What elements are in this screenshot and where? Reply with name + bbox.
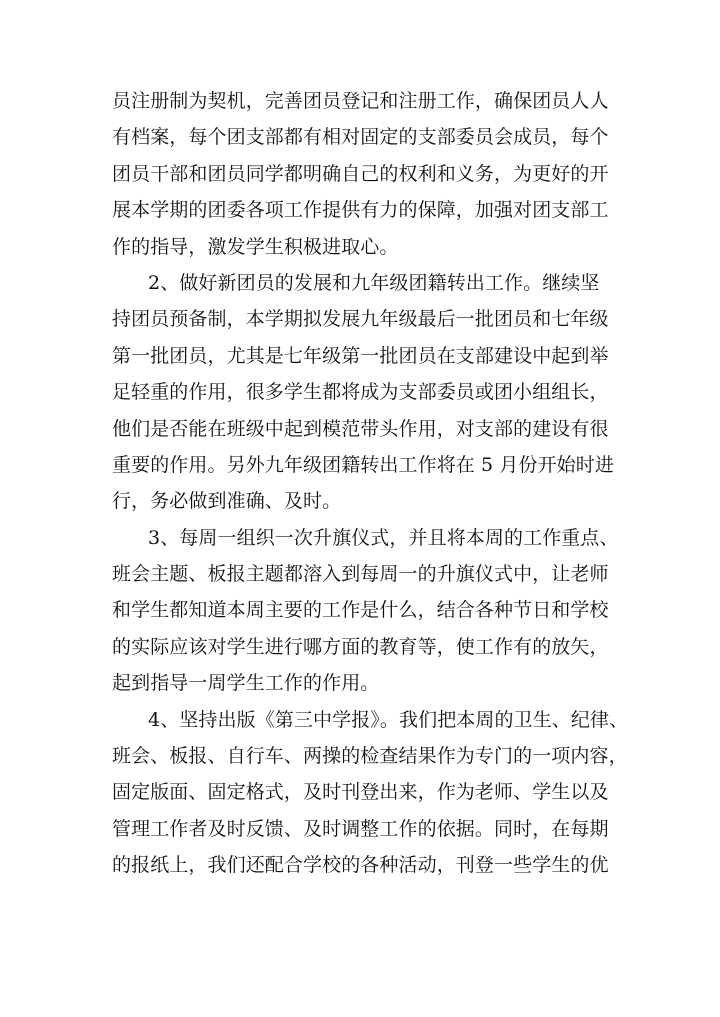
paragraph-2-line-1: 2、做好新团员的发展和九年级团籍转出工作。继续坚: [148, 271, 600, 294]
body-text: [112, 83, 629, 884]
paragraph-2-line-4: 足轻重的作用，很多学生都将成为支部委员或团小组组长，: [112, 381, 609, 404]
paragraph-3-line-2: 班会主题、板报主题都溶入到每周一的升旗仪式中，让老师: [112, 563, 609, 586]
paragraph-2-line-6: 重要的作用。另外九年级团籍转出工作将在 5 月份开始时进: [112, 453, 614, 476]
paragraph-1-line-3: 团员干部和团员同学都明确自己的权利和义务，为更好的开: [112, 162, 609, 185]
paragraph-1-line-4: 展本学期的团委各项工作提供有力的保障，加强对团支部工: [112, 199, 609, 222]
paragraph-2-line-3: 第一批团员，尤其是七年级第一批团员在支部建设中起到举: [112, 344, 609, 367]
paragraph-2-line-7: 行，务必做到准确、及时。: [112, 490, 342, 513]
paragraph-3-line-4: 的实际应该对学生进行哪方面的教育等，使工作有的放矢，: [112, 635, 609, 658]
paragraph-4-line-4: 管理工作者及时反馈、及时调整工作的依据。同时，在每期: [112, 817, 609, 840]
paragraph-3-line-3: 和学生都知道本周主要的工作是什么，结合各种节日和学校: [112, 599, 609, 622]
paragraph-3-line-1: 3、每周一组织一次升旗仪式，并且将本周的工作重点、: [148, 526, 619, 549]
paragraph-1-line-1: 员注册制为契机，完善团员登记和注册工作，确保团员人人: [112, 90, 609, 112]
paragraph-2-line-2: 持团员预备制，本学期拟发展九年级最后一批团员和七年级: [112, 308, 609, 331]
paragraph-1-line-2: 有档案，每个团支部都有相对固定的支部委员会成员，每个: [112, 126, 609, 149]
paragraph-1-line-5: 作的指导，激发学生积极进取心。: [112, 235, 399, 258]
paragraph-4-line-1: 4、坚持出版《第三中学报》。我们把本周的卫生、纪律、: [148, 708, 629, 731]
paragraph-4-line-5: 的报纸上，我们还配合学校的各种活动，刊登一些学生的优: [112, 854, 609, 877]
paragraph-3-line-5: 起到指导一周学生工作的作用。: [112, 672, 380, 695]
paragraph-2-line-5: 他们是否能在班级中起到模范带头作用，对支部的建设有很: [112, 417, 609, 440]
paragraph-4-line-3: 固定版面、固定格式，及时刊登出来，作为老师、学生以及: [112, 781, 609, 804]
paragraph-4-line-2: 班会、板报、自行车、两操的检查结果作为专门的一项内容，: [112, 745, 628, 768]
